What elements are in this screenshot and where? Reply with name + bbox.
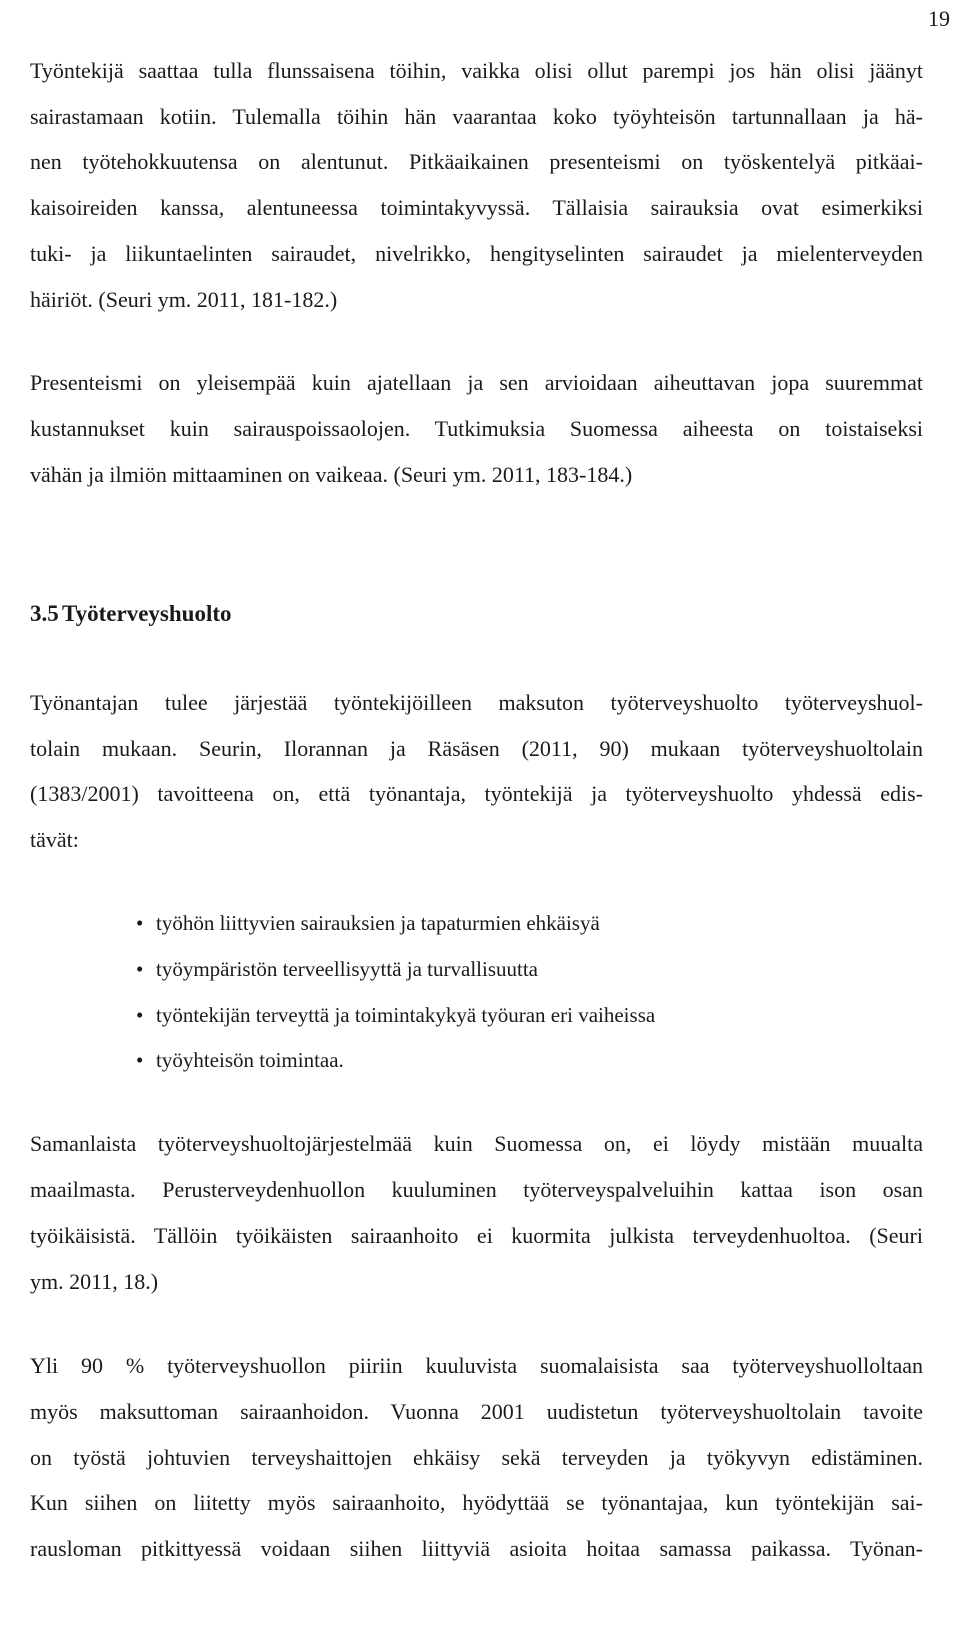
list-item: • työyhteisön toimintaa. xyxy=(136,1048,344,1072)
text-line: rausloman pitkittyessä voidaan siihen liittyviä asioita hoitaa samassa paikassa. Työnan- xyxy=(30,1536,923,1561)
text-line: vähän ja ilmiön mittaaminen on vaikeaa. (Seuri ym. 2011, 183-184.) xyxy=(30,462,633,487)
text-line: kustannukset kuin sairauspoissaolojen. Tutkimuksia Suomessa aiheesta on toistaiseksi xyxy=(30,416,923,441)
section-number: 3.5 xyxy=(30,601,59,626)
list-item: • työntekijän terveyttä ja toimintakykyä työuran eri vaiheissa xyxy=(136,1003,656,1027)
text-line: Samanlaista työterveyshuoltojärjestelmää kuin Suomessa on, ei löydy mistään muualta xyxy=(30,1131,923,1156)
page-number: 19 xyxy=(928,6,950,31)
text-line: Presenteismi on yleisempää kuin ajatellaan ja sen arvioidaan aiheuttavan jopa suuremmat xyxy=(30,370,923,395)
text-line: nen työtehokkuutensa on alentunut. Pitkäaikainen presenteismi on työskentelyä pitkäai- xyxy=(30,149,923,174)
text-line: tuki- ja liikuntaelinten sairaudet, nivelrikko, hengityselinten sairaudet ja mielenterveyden xyxy=(30,241,923,266)
text-line: kaisoireiden kanssa, alentuneessa toimintakyvyssä. Tällaisia sairauksia ovat esimerkiksi xyxy=(30,195,923,220)
text-line: myös maksuttoman sairaanhoidon. Vuonna 2001 uudistetun työterveyshuoltolain tavoite xyxy=(30,1399,923,1424)
text-line: Yli 90 % työterveyshuollon piiriin kuuluvista suomalaisista saa työterveyshuolloltaan xyxy=(30,1353,923,1378)
text-line: työikäisistä. Tällöin työikäisten sairaanhoito ei kuormita julkista terveydenhuoltoa. (Seuri xyxy=(30,1223,923,1248)
text-line: Kun siihen on liitetty myös sairaanhoito, hyödyttää se työnantajaa, kun työntekijän sai- xyxy=(30,1490,923,1515)
section-title: Työterveyshuolto xyxy=(62,601,232,626)
list-item: • työympäristön terveellisyyttä ja turvallisuutta xyxy=(136,957,538,981)
text-line: Työnantajan tulee järjestää työntekijöilleen maksuton työterveyshuolto työterveyshuol- xyxy=(30,690,923,715)
text-line: sairastamaan kotiin. Tulemalla töihin hän vaarantaa koko työyhteisön tartunnallaan ja hä- xyxy=(30,104,923,129)
text-line: maailmasta. Perusterveydenhuollon kuuluminen työterveyspalveluihin kattaa ison osan xyxy=(30,1177,923,1202)
text-line: häiriöt. (Seuri ym. 2011, 181-182.) xyxy=(30,287,338,312)
list-item: • työhön liittyvien sairauksien ja tapaturmien ehkäisyä xyxy=(136,911,600,935)
text-line: on työstä johtuvien terveyshaittojen ehkäisy sekä terveyden ja työkyvyn edistäminen. xyxy=(30,1445,923,1470)
text-line: (1383/2001) tavoitteena on, että työnantaja, työntekijä ja työterveyshuolto yhdessä edis- xyxy=(30,781,923,806)
section-heading xyxy=(30,602,232,625)
text-line: Työntekijä saattaa tulla flunssaisena töihin, vaikka olisi ollut parempi jos hän olisi jäänyt xyxy=(30,58,923,83)
text-line: tävät: xyxy=(30,827,79,852)
text-line: tolain mukaan. Seurin, Ilorannan ja Räsäsen (2011, 90) mukaan työterveyshuoltolain xyxy=(30,736,923,761)
text-line: ym. 2011, 18.) xyxy=(30,1269,159,1294)
